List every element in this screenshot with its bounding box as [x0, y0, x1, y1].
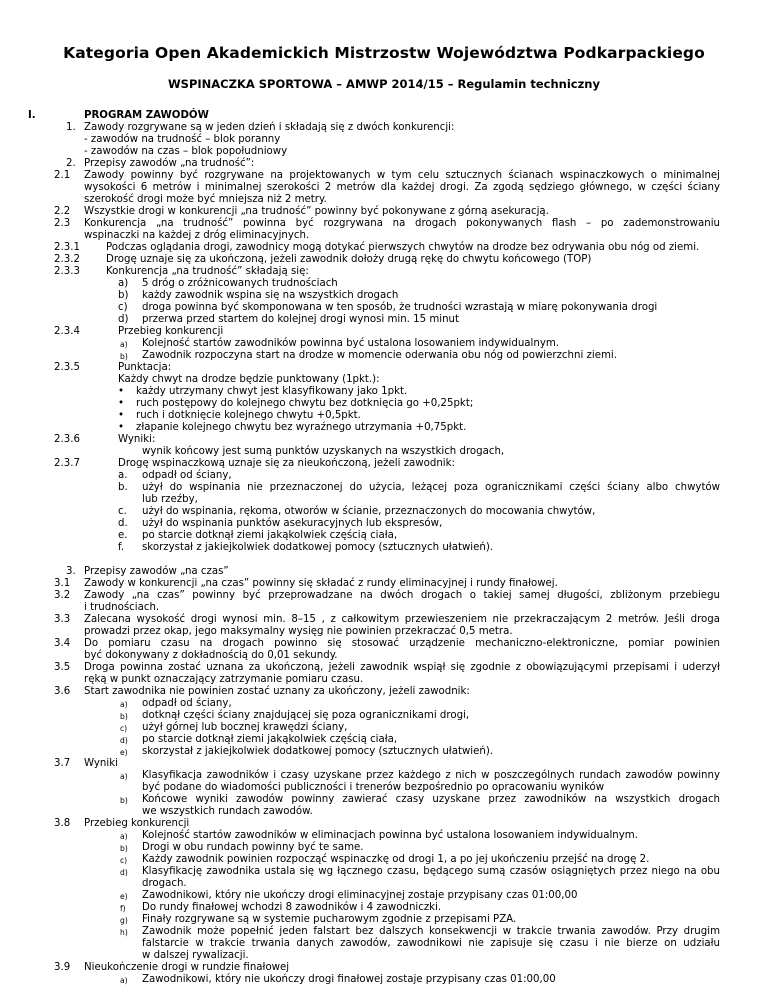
list-item: Klasyfikacja zawodników i czasy uzyskane przez każdego z nich w poszczególnych rundach zawodów powinny — [142, 770, 720, 781]
item-number: 3.3 — [54, 614, 71, 625]
list-marker: • — [118, 398, 125, 409]
paragraph: wynik końcowy jest sumą punktów uzyskanych na wszystkich drogach, — [142, 446, 505, 457]
paragraph: - zawodów na czas – blok popołudniowy — [84, 146, 288, 157]
paragraph: Zawody w konkurencji „na czas” powinny się składać z rundy eliminacyjnej i rundy finałowej. — [84, 578, 558, 589]
list-marker: f) — [120, 904, 126, 913]
paragraph: Punktacja: — [118, 362, 172, 373]
list-marker: d) — [120, 736, 128, 745]
list-item: użył do wspinania, rękoma, otworów w ścianie, przeznaczonych do mocowania chwytów, — [142, 506, 596, 517]
item-number: 2.3.2 — [54, 254, 80, 265]
list-item: lub rzeźby, — [142, 494, 198, 505]
item-number: 3.4 — [54, 638, 71, 649]
item-number: 2. — [66, 158, 76, 169]
paragraph: Zalecana wysokość drogi wynosi min. 8–15 , z całkowitym przewieszeniem nie przekraczającym 2 metrów. Jeśli droga — [84, 614, 720, 625]
list-item: być podane do wiadomości publiczności i trenerów bezpośrednio po opracowaniu wyników — [142, 782, 605, 793]
list-item: Każdy zawodnik powinien rozpocząć wspinaczkę od drogi 1, a po jej ukończeniu przejść na drogę 2. — [142, 854, 650, 865]
item-number: 2.3.5 — [54, 362, 80, 373]
list-item: użył do wspinania nie przeznaczonej do użycia, leżącej poza ogranicznikami części ściany albo chwytów — [142, 482, 720, 493]
list-item: Do rundy finałowej wchodzi 8 zawodników i 4 zawodniczki. — [142, 902, 442, 913]
list-marker: c) — [120, 724, 128, 733]
paragraph: wysokości 6 metrów i minimalnej szerokości 2 metrów dla każdej drogi. Za zgodą sędziego głównego, w części ściany — [84, 182, 720, 193]
item-number: 2.3 — [54, 218, 71, 229]
list-item: drogach. — [142, 878, 187, 889]
list-marker: c) — [120, 856, 128, 865]
paragraph: Każdy chwyt na drodze będzie punktowany (1pkt.): — [118, 374, 380, 385]
item-number: 3.8 — [54, 818, 71, 829]
list-marker: b) — [118, 290, 129, 301]
list-item: Końcowe wyniki zawodów powinny zawierać czasy uzyskane przez zawodników na wszystkich drogach — [142, 794, 720, 805]
list-marker: e) — [120, 748, 128, 757]
list-marker: a) — [120, 340, 128, 349]
list-marker: c. — [118, 506, 127, 517]
list-item: ruch postępowy do kolejnego chwytu bez dotknięcia go +0,25pkt; — [136, 398, 474, 409]
paragraph: Wyniki — [84, 758, 118, 769]
list-item: użył do wspinania punktów asekuracyjnych lub ekspresów, — [142, 518, 443, 529]
list-marker: b) — [120, 796, 128, 805]
paragraph: Zawody rozgrywane są w jeden dzień i składają się z dwóch konkurencji: — [84, 122, 455, 133]
paragraph: Drogę uznaje się za ukończoną, jeżeli zawodnik dołoży drugą rękę do chwytu końcowego (TOP) — [106, 254, 592, 265]
list-marker: a) — [120, 832, 128, 841]
list-marker: d) — [120, 868, 128, 877]
item-number: 2.3.7 — [54, 458, 80, 469]
paragraph: Droga powinna zostać uznana za ukończoną, jeżeli zawodnik wspiął się zgodnie z obowiązującymi przepisami i uderzył — [84, 662, 720, 673]
list-marker: a) — [118, 278, 129, 289]
item-number: 2.2 — [54, 206, 71, 217]
paragraph: Drogę wspinaczkową uznaje się za nieukończoną, jeżeli zawodnik: — [118, 458, 455, 469]
list-item: Klasyfikację zawodnika ustala się wg łącznego czasu, będącego sumą czasów osiągniętych przez niego na obu — [142, 866, 720, 877]
paragraph: Konkurencja „na trudność” powinna być rozgrywana na drogach pokonywanych flash – po zademonstrowaniu — [84, 218, 720, 229]
list-marker: h) — [120, 928, 128, 937]
item-number: 3. — [66, 566, 76, 577]
list-item: odpadł od ściany, — [142, 698, 232, 709]
paragraph: być dokonywany z dokładnością do 0,01 sekundy. — [84, 650, 338, 661]
list-item: Zawodnikowi, który nie ukończy drogi eliminacyjnej zostaje przypisany czas 01:00,00 — [142, 890, 578, 901]
list-marker: a) — [120, 700, 128, 709]
item-number: 2.1 — [54, 170, 71, 181]
item-number: 2.3.4 — [54, 326, 80, 337]
list-marker: e. — [118, 530, 128, 541]
list-item: każdy utrzymany chwyt jest klasyfikowany jako 1pkt. — [136, 386, 408, 397]
paragraph: wspinaczki na każdej z dróg eliminacyjnych. — [84, 230, 310, 241]
list-item: skorzystał z jakiejkolwiek dodatkowej pomocy (sztucznych ułatwień). — [142, 746, 494, 757]
list-marker: a) — [120, 976, 128, 985]
document-title: Kategoria Open Akademickich Mistrzostw Województwa Podkarpackiego — [63, 44, 705, 62]
paragraph: - zawodów na trudność – blok poranny — [84, 134, 281, 145]
document-subtitle: WSPINACZKA SPORTOWA – AMWP 2014/15 – Regulamin techniczny — [167, 77, 600, 91]
section-heading: PROGRAM ZAWODÓW — [84, 110, 209, 121]
list-item: droga powinna być skomponowana w ten sposób, że trudności wzrastają w miarę pokonywania drogi — [142, 302, 658, 313]
list-marker: g) — [120, 916, 128, 925]
list-item: złapanie kolejnego chwytu bez wyraźnego utrzymania +0,75pkt. — [136, 422, 467, 433]
list-item: Zawodnik rozpoczyna start na drodze w momencie oderwania obu nóg od powierzchni ziemi. — [142, 350, 617, 361]
item-number: 3.1 — [54, 578, 71, 589]
list-marker: d) — [118, 314, 129, 325]
list-item: odpadł od ściany, — [142, 470, 232, 481]
list-marker: b. — [118, 482, 128, 493]
list-item: falstarcie w trakcie trwania danych zawodów, zawodnikowi nie zapisuje się czasu i nie bierze on udziału — [142, 938, 720, 949]
paragraph: Start zawodnika nie powinien zostać uznany za ukończony, jeżeli zawodnik: — [84, 686, 470, 697]
list-item: Finały rozgrywane są w systemie pucharowym zgodnie z przepisami PZA. — [142, 914, 517, 925]
paragraph: Do pomiaru czasu na drogach powinno się stosować urządzenie mechaniczno-elektroniczne, pomiar powinien — [84, 638, 720, 649]
paragraph: Wyniki: — [118, 434, 156, 445]
list-marker: d. — [118, 518, 128, 529]
list-marker: f. — [118, 542, 125, 553]
list-item: ruch i dotknięcie kolejnego chwytu +0,5pkt. — [136, 410, 361, 421]
list-item: Kolejność startów zawodników w eliminacjach powinna być ustalona losowaniem indywidualnym. — [142, 830, 638, 841]
paragraph: Wszystkie drogi w konkurencji „na trudność” powinny być pokonywane z górną asekuracją. — [84, 206, 549, 217]
list-item: Kolejność startów zawodników powinna być ustalona losowaniem indywidualnym. — [142, 338, 560, 349]
list-item: dotknął części ściany znajdującej się poza ogranicznikami drogi, — [142, 710, 470, 721]
paragraph: prowadzi przez okap, jego maksymalny wysięg nie powinien przekraczać 0,5 metra. — [84, 626, 513, 637]
paragraph: ręką w punkt oznaczający zatrzymanie pomiaru czasu. — [84, 674, 364, 685]
list-item: w dalszej rywalizacji. — [142, 950, 249, 961]
list-item: użył górnej lub bocznej krawędzi ściany, — [142, 722, 348, 733]
paragraph: Zawody powinny być rozgrywane na projektowanych w tym celu sztucznych ścianach wspinaczkowych o minimalnej — [84, 170, 720, 181]
list-marker: • — [118, 422, 125, 433]
item-number: 3.7 — [54, 758, 71, 769]
item-number: 2.3.3 — [54, 266, 80, 277]
list-item: Zawodnik może popełnić jeden falstart bez dalszych konsekwencji w trakcie trwania zawodów. Przy drugim — [142, 926, 720, 937]
list-marker: • — [118, 410, 125, 421]
list-item: we wszystkich rundach zawodów. — [142, 806, 313, 817]
list-marker: • — [118, 386, 125, 397]
section-number: I. — [28, 110, 36, 121]
item-number: 2.3.6 — [54, 434, 80, 445]
paragraph: Przebieg konkurencji — [118, 326, 224, 337]
list-marker: c) — [118, 302, 128, 313]
paragraph: i trudnościach. — [84, 602, 160, 613]
list-marker: a) — [120, 772, 128, 781]
item-number: 2.3.1 — [54, 242, 80, 253]
item-number: 1. — [66, 122, 76, 133]
paragraph: Podczas oglądania drogi, zawodnicy mogą dotykać pierwszych chwytów na drodze bez odrywania obu nóg od ziemi. — [106, 242, 700, 253]
list-item: po starcie dotknął ziemi jakąkolwiek częścią ciała, — [142, 734, 398, 745]
item-number: 3.2 — [54, 590, 71, 601]
paragraph: Przebieg konkurencji — [84, 818, 190, 829]
paragraph: Zawody „na czas” powinny być przeprowadzane na dwóch drogach o takiej samej długości, zbliżonym przebiegu — [84, 590, 720, 601]
paragraph: Nieukończenie drogi w rundzie finałowej — [84, 962, 290, 973]
list-item: każdy zawodnik wspina się na wszystkich drogach — [142, 290, 399, 301]
paragraph: Przepisy zawodów „na trudność”: — [84, 158, 255, 169]
item-number: 3.9 — [54, 962, 71, 973]
list-item: Drogi w obu rundach powinny być te same. — [142, 842, 364, 853]
list-item: po starcie dotknął ziemi jakąkolwiek częścią ciała, — [142, 530, 398, 541]
paragraph: szerokość drogi może być mniejsza niż 2 metry. — [84, 194, 327, 205]
list-item: 5 dróg o zróżnicowanych trudnościach — [142, 278, 338, 289]
list-item: przerwa przed startem do kolejnej drogi wynosi min. 15 minut — [142, 314, 460, 325]
paragraph: Konkurencja „na trudność” składają się: — [106, 266, 309, 277]
list-item: Zawodnikowi, który nie ukończy drogi finałowej zostaje przypisany czas 01:00,00 — [142, 974, 556, 985]
list-item: skorzystał z jakiejkolwiek dodatkowej pomocy (sztucznych ułatwień). — [142, 542, 494, 553]
list-marker: b) — [120, 712, 128, 721]
item-number: 3.6 — [54, 686, 71, 697]
list-marker: e) — [120, 892, 128, 901]
list-marker: b) — [120, 844, 128, 853]
item-number: 3.5 — [54, 662, 71, 673]
list-marker: b) — [120, 352, 128, 361]
list-marker: a. — [118, 470, 128, 481]
paragraph: Przepisy zawodów „na czas” — [84, 566, 229, 577]
